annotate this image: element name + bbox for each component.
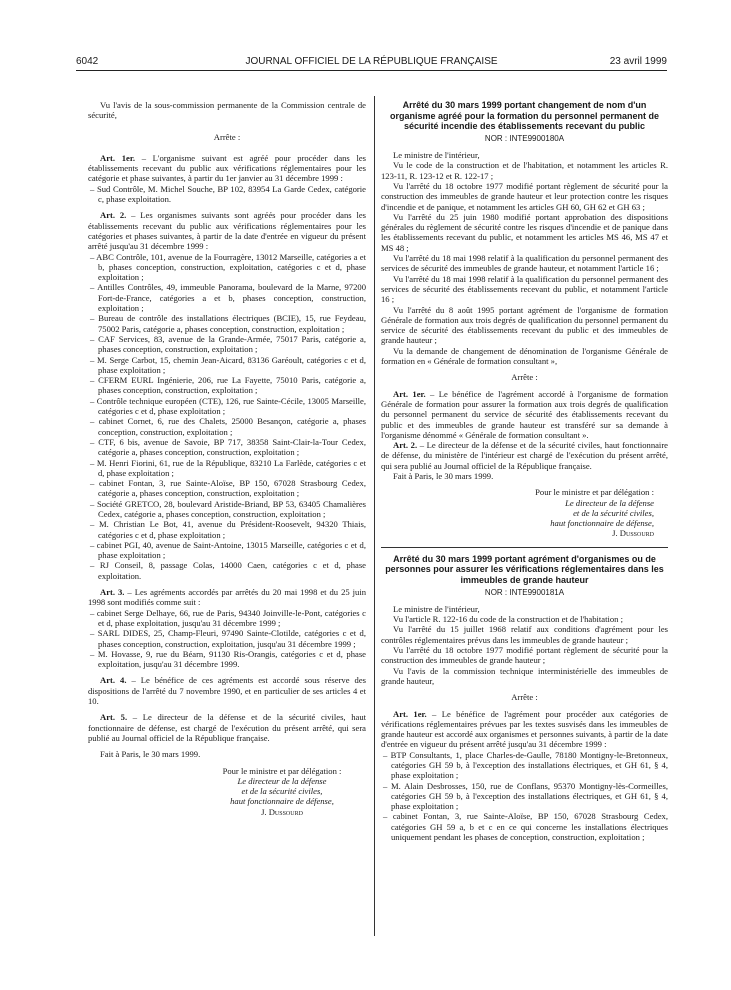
article-2: Art. 2. – Les organismes suivants sont agréés pour procéder dans les établissements recevant du public aux vérifications réglementaires pour les catégories et phases suivantes, à partir de la date d'entrée en vigueur du présent arrêté jusqu'au 31 décembre 1999 :: [88, 210, 366, 252]
decree-title: Arrêté du 30 mars 1999 portant agrément d'organismes ou de personnes pour assurer les vérifications réglementaires dans les immeubles de grande hauteur: [385, 553, 664, 585]
article-label: Art. 2.: [393, 440, 418, 451]
paragraph: Vu l'arrêté du 18 octobre 1977 modifié portant règlement de sécurité pour la construction des immeubles de grande hauteur ;: [381, 645, 668, 666]
list-item: – BTP Consultants, 1, place Charles-de-Gaulle, 78180 Montigny-le-Bretonneux, catégories GH 59 b, à l'exception des installations électriques, et GH 61, § 4, phase exploitation ;: [383, 749, 668, 781]
list-item: – CFERM EURL Ingénierie, 206, rue La Fayette, 75010 Paris, catégorie a, phases conception, construction, exploitation ;: [90, 375, 366, 396]
article-label: Art. 2.: [100, 210, 127, 221]
paragraph: Vu l'avis de la commission technique interministérielle des immeubles de grande hauteur,: [381, 665, 668, 686]
article-label: Art. 1er.: [393, 708, 427, 719]
paragraph: Le ministre de l'intérieur,: [393, 150, 480, 161]
signature-line: Pour le ministre et par délégation :: [535, 487, 654, 498]
paragraph: Vu l'arrêté du 18 mai 1998 relatif à la qualification du personnel permanent des services de sécurité des immeubles de grande hauteur, et notamment l'article 16 ;: [381, 253, 668, 274]
list-item: – M. Serge Carbot, 15, chemin Jean-Aicard, 83136 Garéoult, catégories c et d, phase exploitation ;: [90, 354, 366, 375]
list-item: – ABC Contrôle, 101, avenue de la Fourragère, 13012 Marseille, catégories a et b, phases conception, construction, exploitation, catégories c et d, phase exploitation ;: [90, 251, 366, 283]
signature-line: haut fonctionnaire de défense,: [230, 796, 334, 807]
list-item: – cabinet Cornet, 6, rue des Chalets, 25000 Besançon, catégorie a, phases conception, construction, exploitation ;: [90, 416, 366, 437]
article-3: Art. 3. – Les agréments accordés par arrêtés du 20 mai 1998 et du 25 juin 1998 sont modifiés comme suit :: [88, 587, 367, 608]
list-item: – RJ Conseil, 8, passage Colas, 14000 Caen, catégories c et d, phase exploitation.: [90, 560, 366, 581]
signatory-name: J. Dussourd: [612, 528, 654, 539]
arrete-heading: Arrête :: [511, 692, 538, 703]
list-item: – CAF Services, 83, avenue de la Grande-Armée, 75017 Paris, catégorie a, phases conception, construction, exploitation ;: [90, 333, 366, 355]
signing-place-date: Fait à Paris, le 30 mars 1999.: [393, 470, 494, 481]
list-item: – cabinet Serge Delhaye, 66, rue de Paris, 94340 Joinville-le-Pont, catégories c et d, phase exploitation, jusqu'au 31 décembre 1999 ;: [90, 607, 366, 628]
signature-line: Le directeur de la défense: [237, 775, 327, 786]
list-item: – Contrôle technique européen (CTE), 126, rue Sainte-Cécile, 13005 Marseille, catégories c et d, phase exploitation ;: [90, 395, 366, 417]
page-header: [76, 56, 667, 71]
list-item: – Bureau de contrôle des installations électriques (BCIE), 15, rue Feydeau, 75002 Paris, catégorie a, phases conception, construction, exploitation ;: [90, 313, 366, 334]
article-1: Art. 1er. – Le bénéfice de l'agrément accordé à l'organisme de formation Générale de formation pour assurer la formation aux trois degrés de qualification du personnel permanent du service de sécurité des établissements recevant du public et des immeubles de grande hauteur est transféré sur sa demande à l'organisme dénommé « Générale de formation consultant ».: [381, 388, 668, 440]
decree-title: Arrêté du 30 mars 1999 portant changement de nom d'un organisme agréé pour la formation du personnel permanent de sécurité incendie des établissements recevant du public: [389, 100, 660, 132]
article-4: Art. 4. – Le bénéfice de ces agréments est accordé sous réserve des dispositions de l'arrêté du 7 novembre 1990, et en particulier de ses articles 4 et 10.: [88, 675, 366, 707]
list-item: – Sud Contrôle, M. Michel Souche, BP 102, 83954 La Garde Cedex, catégorie c, phase exploitation.: [90, 183, 366, 205]
list-item: – Antilles Contrôles, 49, immeuble Panorama, boulevard de la Marne, 97200 Fort-de-France, catégories a et b, phases conception, construction, exploitation ;: [90, 282, 366, 314]
list-item: – cabinet Fontan, 3, rue Sainte-Aloïse, BP 150, 67028 Strasbourg Cedex, catégorie a, phases conception, construction, exploitation ;: [90, 478, 366, 499]
page-number: 6042: [76, 56, 99, 67]
paragraph: Vu l'arrêté du 18 octobre 1977 modifié portant règlement de sécurité pour la construction des immeubles de grande hauteur et leur protection contre les risques d'incendie et de panique, et notamment les articles GH 60, GH 62 et GH 63 ;: [381, 180, 668, 212]
paragraph: Vu le code de la construction et de l'habitation, et notamment les articles R. 123-11, R. 123-12 et R. 122-17 ;: [381, 160, 668, 181]
paragraph: Vu l'arrêté du 25 juin 1980 modifié portant approbation des dispositions générales du règlement de sécurité contre les risques d'incendie et de panique dans les établissements recevant du public, et notamment les articles MS 46, MS 47 et MS 48 ;: [381, 211, 668, 253]
list-item: – cabinet PGI, 40, avenue de Saint-Antoine, 13015 Marseille, catégories c et d, phase exploitation ;: [90, 539, 366, 561]
left-column: [88, 100, 366, 817]
arrete-heading: Arrête :: [213, 131, 241, 142]
right-column: [381, 100, 668, 842]
paragraph: Vu la demande de changement de dénomination de l'organisme Générale de formation en « Générale de formation consultant »,: [381, 345, 668, 367]
list-item: – CTF, 6 bis, avenue de Savoie, BP 717, 38358 Saint-Clair-la-Tour Cedex, catégorie a, phases conception, construction, exploitation ;: [90, 436, 366, 458]
list-item: – M. Henri Fiorini, 61, rue de la République, 83210 La Farlède, catégories c et d, phase exploitation ;: [90, 457, 366, 478]
article-label: Art. 4.: [100, 675, 127, 686]
signature-line: Le directeur de la défense: [565, 497, 654, 508]
article-label: Art. 1er.: [100, 152, 136, 163]
paragraph: Le ministre de l'intérieur,: [393, 603, 480, 614]
article-1: Art. 1er. – L'organisme suivant est agréé pour procéder dans les établissements recevant du public aux vérifications réglementaires pour les catégorie et phase suivantes, à partir du 1er janvier au 31 décembre 1999 :: [88, 152, 367, 184]
signatory-name: J. Dussourd: [261, 806, 303, 817]
journal-title: JOURNAL OFFICIEL DE LA RÉPUBLIQUE FRANÇAISE: [245, 56, 498, 67]
list-item: – M. Christian Le Bot, 41, avenue du Président-Roosevelt, 94320 Thiais, catégories c et d, phase exploitation ;: [90, 519, 366, 540]
article-label: Art. 5.: [100, 712, 128, 723]
issue-date: 23 avril 1999: [609, 56, 667, 67]
nor-reference: NOR : INTE9900181A: [484, 587, 565, 597]
paragraph: Vu l'arrêté du 8 août 1995 portant agrément de l'organisme de formation Générale de formation aux trois degrés de qualification du personnel permanent du service de sécurité des établissements recevant du public et des immeubles de grande hauteur ;: [381, 304, 668, 346]
signature-line: et de la sécurité civiles,: [241, 786, 323, 797]
list-item: – SARL DIDES, 25, Champ-Fleuri, 97490 Sainte-Clotilde, catégories c et d, phases conception, construction, exploitation, jusqu'au 31 décembre 1999 ;: [90, 628, 366, 649]
paragraph: Vu l'arrêté du 18 mai 1998 relatif à la qualification du personnel permanent des services de sécurité des établissements recevant du public, et notamment l'article 16 ;: [381, 273, 668, 305]
signature-line: et de la sécurité civiles,: [573, 507, 654, 518]
list-item: – M. Alain Desbrosses, 150, rue de Conflans, 95370 Montigny-lès-Cormeilles, catégories GH 59 b, à l'exception des installations électriques, et GH 61, § 4, phase exploitation ;: [383, 780, 668, 812]
signature-line: haut fonctionnaire de défense,: [550, 518, 654, 529]
section-separator: [381, 547, 668, 548]
paragraph: Vu l'article R. 122-16 du code de la construction et de l'habitation ;: [393, 614, 624, 625]
nor-reference: NOR : INTE9900180A: [484, 133, 565, 143]
article-2: Art. 2. – Le directeur de la défense et de la sécurité civiles, haut fonctionnaire de défense, du ministère de l'intérieur est chargé de l'exécution du présent arrêté, qui sera publié au Journal officiel de la République française.: [381, 440, 668, 471]
signing-place-date: Fait à Paris, le 30 mars 1999.: [100, 749, 201, 760]
article-label: Art. 1er.: [393, 388, 426, 399]
list-item: – cabinet Fontan, 3, rue Sainte-Aloïse, BP 150, 67028 Strasbourg Cedex, catégories GH 59 a, b et c en ce qui concerne les installations électriques uniquement pendant les phases de conception, construction, exploitation ;: [383, 811, 668, 843]
article-label: Art. 3.: [100, 587, 125, 598]
column-divider: [374, 96, 375, 936]
signature-line: Pour le ministre et par délégation :: [222, 765, 342, 776]
intro-visa: Vu l'avis de la sous-commission permanente de la Commission centrale de sécurité,: [88, 100, 366, 121]
paragraph: Vu l'arrêté du 15 juillet 1968 relatif aux conditions d'agrément pour les contrôles réglementaires prévus dans les immeubles de grande hauteur ;: [381, 624, 668, 645]
article-1: Art. 1er. – Le bénéfice de l'agrément pour procéder aux catégories de vérifications réglementaires prévues par les textes susvisés dans les immeubles de grande hauteur est accordé aux organismes et personnes suivants, à partir de la date d'entrée en vigueur du présent arrêté jusqu'au 31 décembre 1999 :: [381, 708, 668, 750]
list-item: – Société GRETCO, 28, boulevard Aristide-Briand, BP 53, 63405 Chamalières Cedex, catégorie a, phases conception, construction, exploitation ;: [90, 498, 366, 519]
arrete-heading: Arrête :: [511, 372, 538, 383]
article-5: Art. 5. – Le directeur de la défense et de la sécurité civiles, haut fonctionnaire de défense, est chargé de l'exécution du présent arrêté, qui sera publié au Journal officiel de la République française.: [88, 712, 367, 743]
list-item: – M. Hovasse, 9, rue du Béarn, 91130 Ris-Orangis, catégories c et d, phase exploitation, jusqu'au 31 décembre 1999.: [90, 648, 366, 670]
